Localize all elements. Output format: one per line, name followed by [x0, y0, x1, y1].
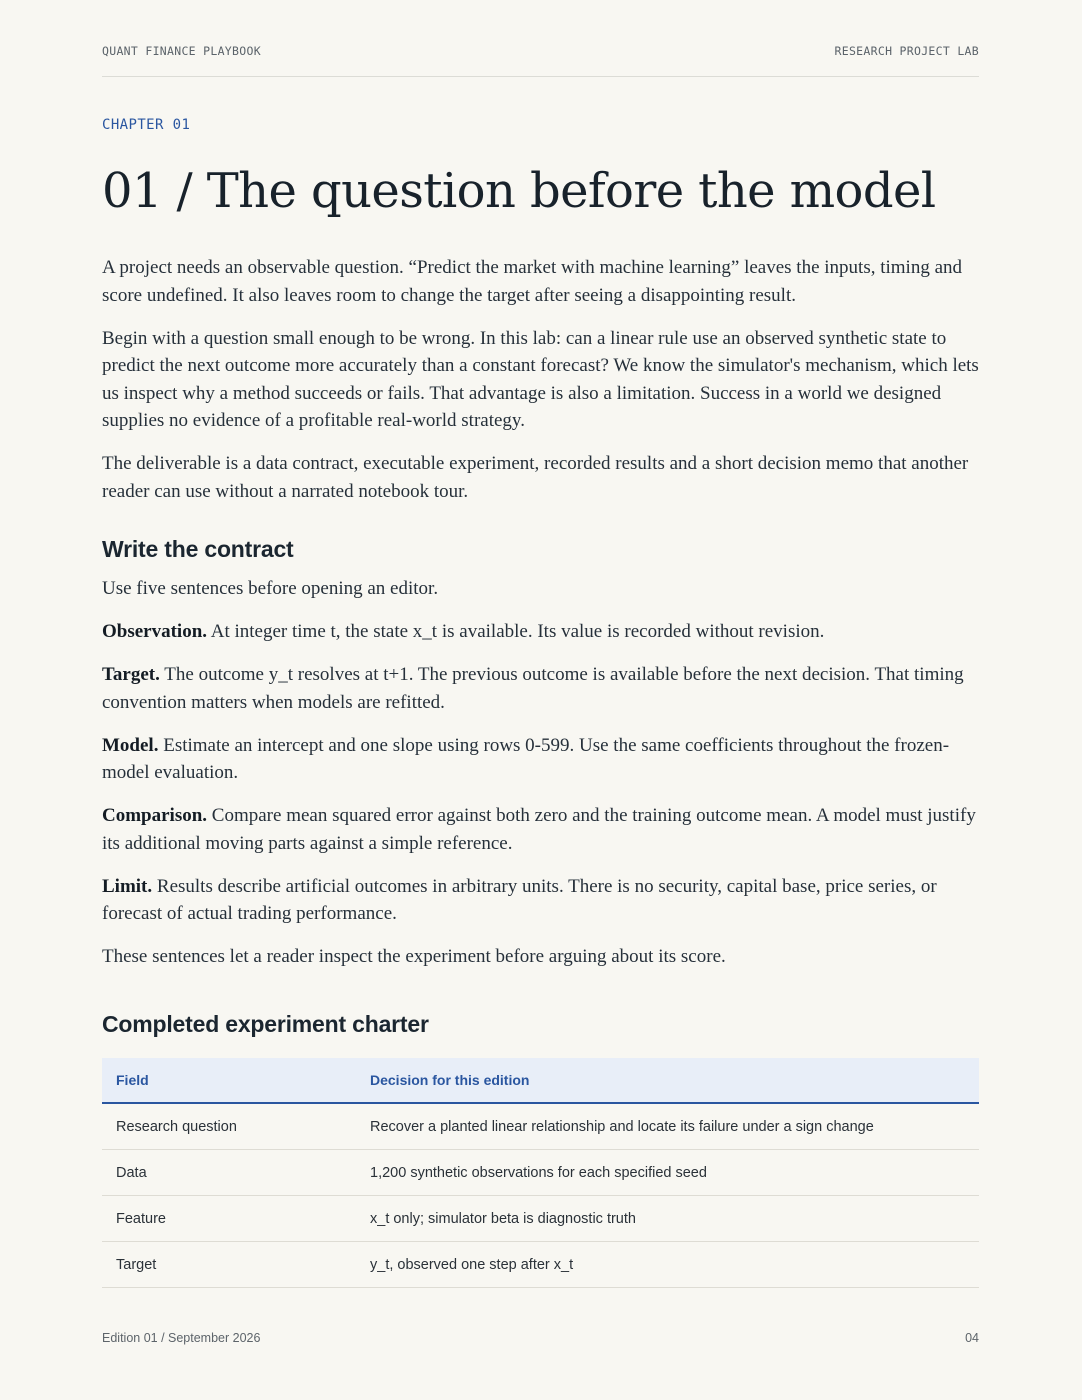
contract-term: Limit. — [102, 875, 153, 897]
intro-paragraph-1: A project needs an observable question. “Predict the market with machine learning” leaves the inputs, timing and score undefined. It also leaves room to change the target after seeing a disappointing result. — [102, 257, 963, 306]
contract-text: The outcome y_t resolves at t+1. The previous outcome is available before the next decision. That timing convention matters when models are refitted. — [102, 664, 964, 713]
charter-heading: Completed experiment charter — [102, 1010, 429, 1037]
field-cell: Target — [102, 1242, 356, 1288]
contract-heading: Write the contract — [102, 536, 294, 562]
contract-term: Target. — [102, 664, 160, 685]
chapter-label: CHAPTER 01 — [102, 117, 191, 133]
book-title: QUANT FINANCE PLAYBOOK — [102, 44, 261, 58]
decision-cell: 1,200 synthetic observations for each specified seed — [356, 1150, 979, 1196]
chapter-title: 01 / The question before the model — [102, 163, 936, 219]
field-cell: Data — [102, 1150, 356, 1196]
column-header-field: Field — [102, 1058, 356, 1103]
table-row — [102, 1150, 979, 1196]
running-header — [102, 44, 979, 77]
contract-item-limit — [102, 873, 979, 928]
contract-text: Compare mean squared error against both zero and the training outcome mean. A model must justify its additional moving parts against a simple reference. — [102, 805, 976, 854]
table-row — [102, 1242, 979, 1288]
intro-paragraph-3: The deliverable is a data contract, executable experiment, recorded results and a short decision memo that another reader can use without a narrated notebook tour. — [102, 453, 969, 502]
contract-item-comparison — [102, 802, 979, 857]
contract-item-target — [102, 661, 979, 716]
contract-item-model — [102, 732, 979, 787]
contract-text: At integer time t, the state x_t is available. Its value is recorded without revision. — [207, 621, 825, 642]
decision-cell: x_t only; simulator beta is diagnostic truth — [356, 1196, 979, 1242]
section-title: RESEARCH PROJECT LAB — [834, 44, 979, 58]
charter-table — [102, 1058, 979, 1288]
field-cell: Research question — [102, 1103, 356, 1150]
table-header-row — [102, 1058, 979, 1103]
contract-term: Comparison. — [102, 805, 208, 826]
contract-term: Observation. — [102, 621, 208, 642]
page-number: 04 — [965, 1331, 979, 1345]
field-cell: Feature — [102, 1196, 356, 1242]
decision-cell: y_t, observed one step after x_t — [356, 1242, 979, 1288]
contract-lead: Use five sentences before opening an editor. — [102, 578, 439, 599]
contract-term: Model. — [102, 734, 159, 756]
table-row — [102, 1103, 979, 1150]
edition-label: Edition 01 / September 2026 — [102, 1331, 261, 1345]
table-row — [102, 1196, 979, 1242]
column-header-decision: Decision for this edition — [356, 1058, 979, 1103]
contract-item-observation — [102, 618, 979, 646]
contract-text: Estimate an intercept and one slope using rows 0-599. Use the same coefficients throughout the frozen-model evaluation. — [102, 734, 950, 783]
chapter-body — [102, 254, 979, 1063]
intro-paragraph-2: Begin with a question small enough to be wrong. In this lab: can a linear rule use an observed synthetic state to predict the next outcome more accurately than a constant forecast? We know the simulator's mechanism, which lets us inspect why a method succeeds or fails. That advantage is also a limitation. Success in a world we designed supplies no evidence of a profitable real-world strategy. — [102, 327, 979, 431]
contract-closing: These sentences let a reader inspect the experiment before arguing about its score. — [102, 946, 726, 967]
contract-text: Results describe artificial outcomes in arbitrary units. There is no security, capital base, price series, or forecast of actual trading performance. — [102, 875, 937, 924]
decision-cell: Recover a planted linear relationship and locate its failure under a sign change — [356, 1103, 979, 1150]
